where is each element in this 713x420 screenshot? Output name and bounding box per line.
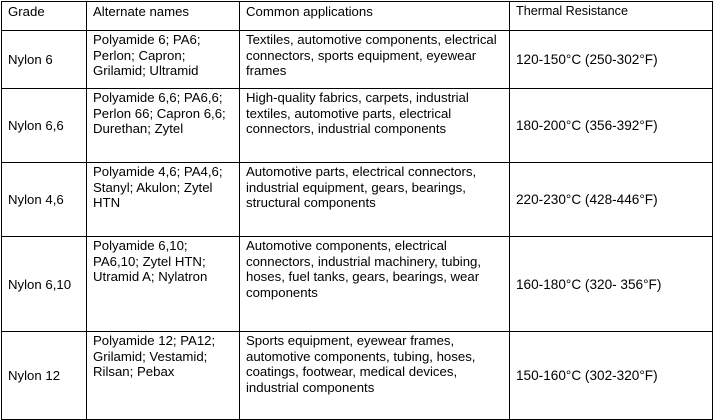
common-applications-cell: Textiles, automotive components, electrical connectors, sports equipment, eyewear frames xyxy=(240,31,510,89)
header-grade: Grade xyxy=(2,2,87,31)
nylon-grades-table xyxy=(1,1,713,420)
alternate-names-cell: Polyamide 4,6; PA4,6; Stanyl; Akulon; Zytel HTN xyxy=(87,163,240,237)
thermal-resistance-cell: 120-150°C (250-302°F) xyxy=(510,31,713,89)
grade-cell: Nylon 6,10 xyxy=(2,237,87,332)
alternate-names-cell: Polyamide 6,10; PA6,10; Zytel HTN; Utramid A; Nylatron xyxy=(87,237,240,332)
table-row xyxy=(2,31,713,89)
header-alternate-names: Alternate names xyxy=(87,2,240,31)
table-row xyxy=(2,332,713,420)
grade-cell: Nylon 12 xyxy=(2,332,87,420)
thermal-resistance-cell: 150-160°C (302-320°F) xyxy=(510,332,713,420)
thermal-resistance-cell: 220-230°C (428-446°F) xyxy=(510,163,713,237)
alternate-names-cell: Polyamide 6; PA6; Perlon; Capron; Grilamid; Ultramid xyxy=(87,31,240,89)
thermal-resistance-cell: 180-200°C (356-392°F) xyxy=(510,89,713,163)
grade-cell: Nylon 4,6 xyxy=(2,163,87,237)
table-row xyxy=(2,89,713,163)
common-applications-cell: High-quality fabrics, carpets, industrial textiles, automotive parts, electrical connectors, industrial components xyxy=(240,89,510,163)
table-row xyxy=(2,237,713,332)
thermal-resistance-cell: 160-180°C (320- 356°F) xyxy=(510,237,713,332)
header-thermal-resistance: Thermal Resistance xyxy=(510,2,713,31)
header-common-applications: Common applications xyxy=(240,2,510,31)
common-applications-cell: Automotive components, electrical connectors, industrial machinery, tubing, hoses, fuel tanks, gears, bearings, wear components xyxy=(240,237,510,332)
grade-cell: Nylon 6 xyxy=(2,31,87,89)
alternate-names-cell: Polyamide 6,6; PA6,6; Perlon 66; Capron 6,6; Durethan; Zytel xyxy=(87,89,240,163)
alternate-names-cell: Polyamide 12; PA12; Grilamid; Vestamid; Rilsan; Pebax xyxy=(87,332,240,420)
table-header-row xyxy=(2,2,713,31)
common-applications-cell: Automotive parts, electrical connectors, industrial equipment, gears, bearings, structural components xyxy=(240,163,510,237)
common-applications-cell: Sports equipment, eyewear frames, automotive components, tubing, hoses, coatings, footwear, medical devices, industrial components xyxy=(240,332,510,420)
table-row xyxy=(2,163,713,237)
grade-cell: Nylon 6,6 xyxy=(2,89,87,163)
